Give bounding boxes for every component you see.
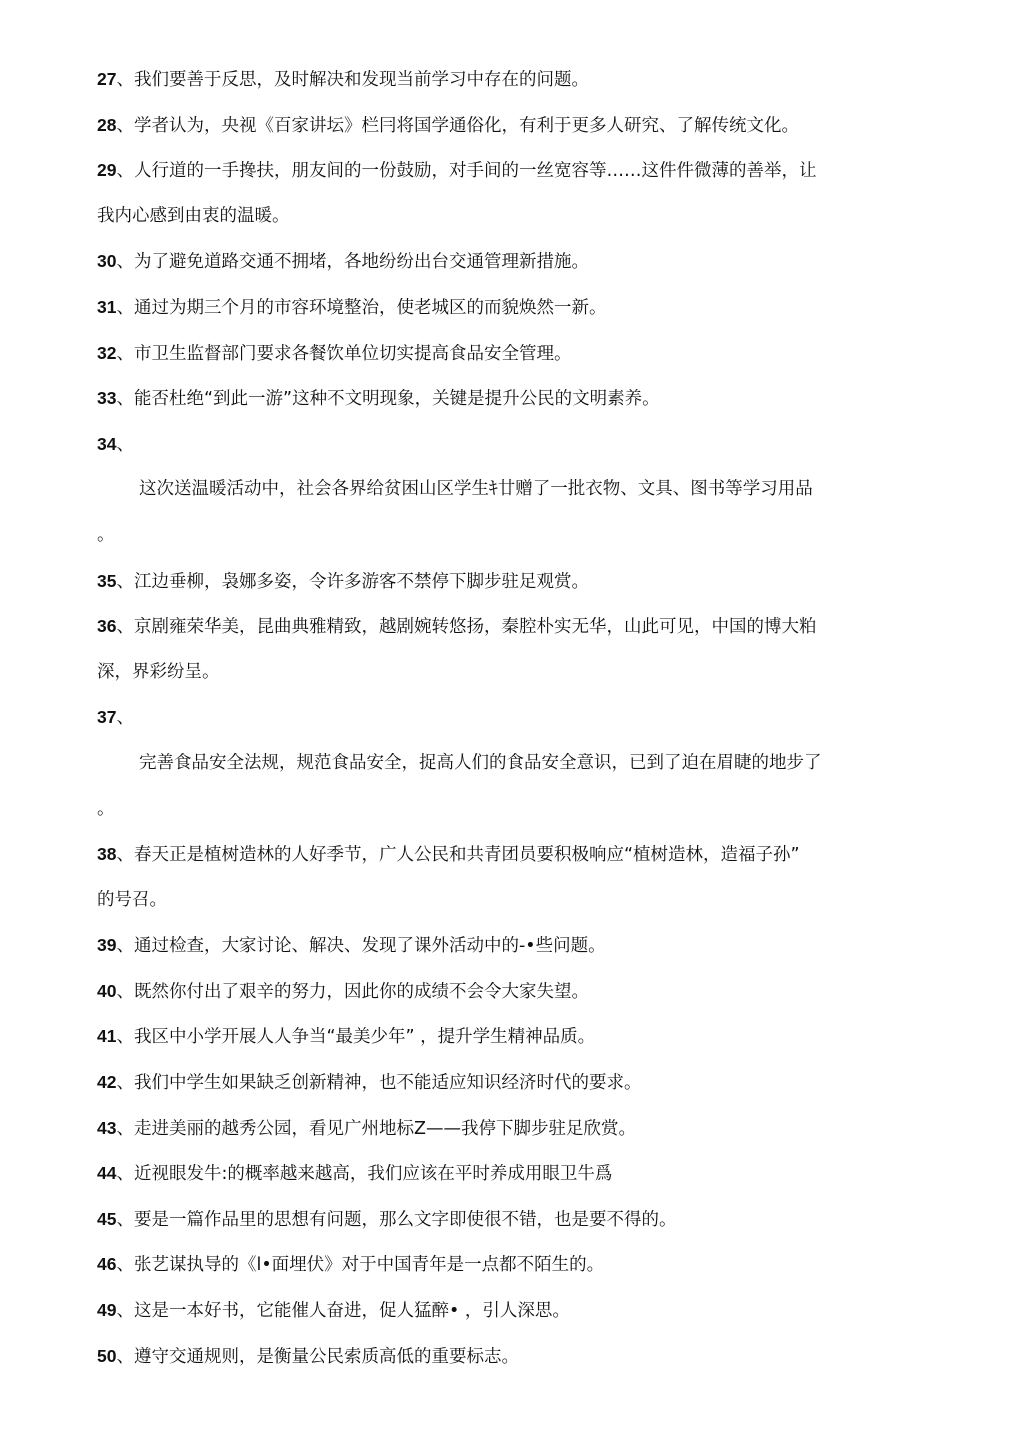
sentence-text: 市卫生监督部门要求各餐饮单位切实提高食品安全管理。 [133,343,572,364]
item-number: 35 [97,570,117,591]
item-number: 49 [97,1300,117,1321]
item-separator: 、 [116,1073,134,1094]
item-separator: 、 [116,389,134,410]
sentence-text: 这次送温暖活动中，社会各界给贫困山区学生ｷ廿赠了一批衣物、文具、图书等学习用品 [139,479,813,500]
item-number: 36 [97,616,117,637]
sentence-item [97,148,927,194]
sentence-text: 走进美丽的越秀公园，看见广州地标Z——我停下脚步驻足欣赏。 [133,1118,636,1139]
item-number: 30 [97,251,117,272]
sentence-text: 近视眼发牛:的概率越来越高，我们应该在平时养成用眼卫牛爲 [133,1164,613,1185]
sentence-item [97,604,927,650]
item-separator: 、 [116,981,134,1002]
item-separator: 、 [116,161,134,182]
sentence-continuation [97,194,927,240]
item-number: 38 [97,844,117,865]
sentence-text: 我们中学生如果缺乏创新精神，也不能适应知识经济时代的要求。 [133,1073,642,1094]
item-number: 42 [97,1072,117,1093]
sentence-continuation [97,513,927,559]
sentence-text: 。 [97,798,115,819]
item-separator: 、 [116,1118,134,1139]
sentence-item [97,695,927,741]
sentence-continuation [97,650,927,696]
sentence-continuation [97,741,927,787]
item-number: 34 [97,433,117,454]
item-number: 39 [97,935,117,956]
sentence-text: 为了避免道路交通不拥堵，各地纷纷出台交通管理新措施。 [133,252,589,273]
item-number: 50 [97,1345,117,1366]
sentence-item [97,1334,927,1380]
sentence-item [97,422,927,468]
sentence-text: 要是一篇作品里的思想有问题，那么文字即使很不错，也是要不得的。 [133,1209,677,1230]
item-separator: 、 [116,115,134,136]
item-number: 40 [97,980,117,1001]
item-separator: 、 [116,617,134,638]
sentence-item [97,559,927,605]
sentence-item [97,1014,927,1060]
item-separator: 、 [116,1255,134,1276]
sentence-text: 。 [97,524,115,545]
sentence-text: 我们要善于反思，及时解决和发现当前学习中存在的问题。 [133,70,589,90]
sentence-item [97,1242,927,1288]
sentence-text: 人行道的一手搀扶，朋友间的一份鼓励，对手间的一丝宽容等……这件件微薄的善举，让 [133,161,817,182]
sentence-text: 能否杜绝“到此一游”这种不文明现象，关键是提升公民的文明素养。 [133,389,660,410]
item-separator: 、 [116,343,134,364]
sentence-text: 学者认为，央视《百家讲坛》栏冃将国学通俗化，有利于更多人研究、了解传统文化。 [133,115,799,136]
sentence-continuation [97,787,927,833]
sentence-continuation [97,467,927,513]
item-separator: 、 [116,1164,134,1185]
sentence-item [97,239,927,285]
item-separator: 、 [116,1027,134,1048]
item-number: 29 [97,160,117,181]
item-number: 44 [97,1163,117,1184]
sentence-list [97,57,927,1379]
sentence-item [97,57,927,103]
item-number: 37 [97,707,117,728]
sentence-item [97,285,927,331]
sentence-text: 张艺谋执导的《l•面埋伏》对于中国青年是一点都不陌生的。 [133,1255,605,1276]
sentence-item [97,1151,927,1197]
sentence-text: 深，界彩纷呈。 [97,661,220,682]
sentence-text: 这是一本好书，它能催人奋进，促人猛醉• ，引人深思。 [133,1301,570,1322]
item-separator: 、 [116,571,134,592]
sentence-text: 的号召。 [97,889,167,910]
item-number: 46 [97,1254,117,1275]
sentence-text: 既然你付出了艰辛的努力，因此你的成绩不会令大家失望。 [133,981,589,1002]
sentence-item [97,103,927,149]
item-number: 28 [97,114,117,135]
sentence-text: 通过检查，大家讨论、解决、发现了课外活动中的-•些问题。 [133,936,606,957]
sentence-text: 江边垂柳，袅娜多姿，令许多游客不禁停下脚步驻足观赏。 [133,571,589,592]
item-number: 32 [97,342,117,363]
sentence-item [97,331,927,377]
item-number: 31 [97,296,117,317]
item-separator: 、 [116,1346,134,1367]
item-separator: 、 [116,936,134,957]
sentence-item [97,923,927,969]
item-separator: 、 [116,297,134,318]
sentence-item [97,1288,927,1334]
sentence-item [97,969,927,1015]
item-number: 41 [97,1026,117,1047]
sentence-text: 遵守交通规则，是衡量公民索质高低的重要标志。 [133,1346,519,1367]
item-separator: 、 [116,70,134,90]
item-separator: 、 [116,708,134,729]
sentence-item [97,1106,927,1152]
item-separator: 、 [116,845,134,866]
item-number: 33 [97,388,117,409]
sentence-item [97,832,927,878]
sentence-text: 我区中小学开展人人争当“最美少年” ，提升学生精神品质。 [133,1027,596,1048]
sentence-continuation [97,878,927,924]
sentence-item [97,1060,927,1106]
sentence-text: 完善食品安全法规，规范食品安全，捉高人们的食品安全意识，已到了迫在眉睫的地步了 [139,752,822,773]
item-separator: 、 [116,434,134,455]
item-number: 43 [97,1117,117,1138]
sentence-text: 春天正是植树造林的人好季节，广人公民和共青团员要积极响应“植树造林，造福子孙” [133,845,800,866]
item-separator: 、 [116,252,134,273]
sentence-text: 通过为期三个月的市容环境整治，使老城区的而貌焕然一新。 [133,297,607,318]
sentence-text: 我内心感到由衷的温暖。 [97,205,290,226]
item-separator: 、 [116,1301,134,1322]
sentence-item [97,1197,927,1243]
sentence-item [97,376,927,422]
item-number: 27 [97,69,117,89]
sentence-text: 京剧雍荣华美，昆曲典雅精致，越剧婉转悠扬，秦腔朴实无华，山此可见，中国的博大粕 [133,617,817,638]
item-separator: 、 [116,1209,134,1230]
item-number: 45 [97,1208,117,1229]
